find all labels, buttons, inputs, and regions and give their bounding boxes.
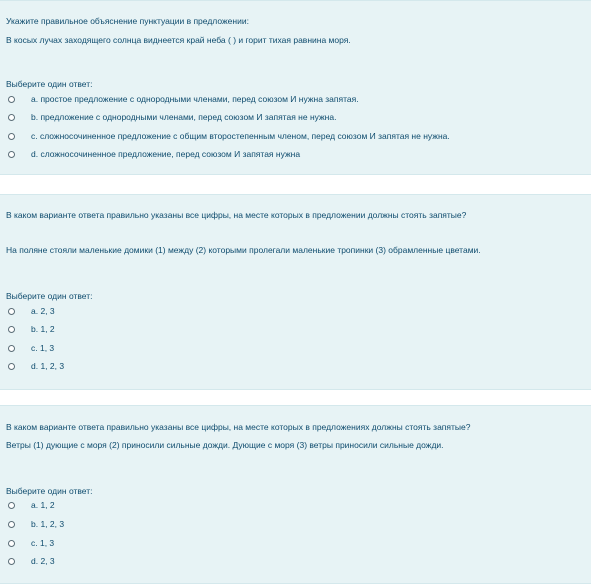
option-label: c. 1, 3 [31,538,55,548]
question-block-2 [0,194,591,390]
radio-button[interactable] [8,345,15,352]
answer-option-b[interactable] [8,322,55,336]
question-title: В каком варианте ответа правильно указаны все цифры, на месте которых в предложениях должны стоять запятые? [6,422,471,432]
radio-button[interactable] [8,363,15,370]
option-label: b. предложение с однородными членами, перед союзом И запятая не нужна. [31,112,337,122]
radio-button[interactable] [8,308,15,315]
question-title: Укажите правильное объяснение пунктуации в предложении: [6,16,249,26]
radio-button[interactable] [8,326,15,333]
question-text: В косых лучах заходящего солнца виднеется край неба ( ) и горит тихая равнина моря. [6,35,351,45]
radio-button[interactable] [8,558,15,565]
radio-button[interactable] [8,521,15,528]
option-label: a. 2, 3 [31,306,55,316]
answer-option-a[interactable] [8,92,359,106]
question-text: На поляне стояли маленькие домики (1) между (2) которыми пролегали маленькие тропинки (3) обрамленные цветами. [6,245,481,255]
radio-button[interactable] [8,96,15,103]
answer-option-c[interactable] [8,536,54,550]
answer-option-b[interactable] [8,110,336,124]
option-label: a. простое предложение с однородными членами, перед союзом И нужна запятая. [31,94,359,104]
question-title: В каком варианте ответа правильно указаны все цифры, на месте которых в предложении должны стоять запятые? [6,210,467,220]
question-text: Ветры (1) дующие с моря (2) приносили сильные дожди. Дующие с моря (3) ветры приносили сильные дожди. [6,440,444,450]
radio-button[interactable] [8,540,15,547]
option-label: d. сложносочиненное предложение, перед союзом И запятая нужна [31,149,301,159]
answer-option-a[interactable] [8,304,55,318]
answer-option-b[interactable] [8,517,64,531]
radio-button[interactable] [8,151,15,158]
question-block-3 [0,405,591,584]
question-block-1 [0,0,591,175]
answer-option-c[interactable] [8,341,54,355]
answer-option-d[interactable] [8,554,55,568]
option-label: c. 1, 3 [31,343,55,353]
option-label: d. 2, 3 [31,556,55,566]
option-label: b. 1, 2, 3 [31,519,65,529]
option-label: c. сложносочиненное предложение с общим второстепенным членом, перед союзом И запятая не нужна. [31,131,450,141]
answer-option-d[interactable] [8,147,300,161]
radio-button[interactable] [8,114,15,121]
answer-option-c[interactable] [8,129,450,143]
answer-prompt: Выберите один ответ: [6,486,93,496]
radio-button[interactable] [8,133,15,140]
answer-option-d[interactable] [8,359,64,373]
radio-button[interactable] [8,502,15,509]
answer-prompt: Выберите один ответ: [6,79,93,89]
answer-option-a[interactable] [8,498,55,512]
option-label: b. 1, 2 [31,324,55,334]
option-label: a. 1, 2 [31,500,55,510]
answer-prompt: Выберите один ответ: [6,291,93,301]
option-label: d. 1, 2, 3 [31,361,65,371]
